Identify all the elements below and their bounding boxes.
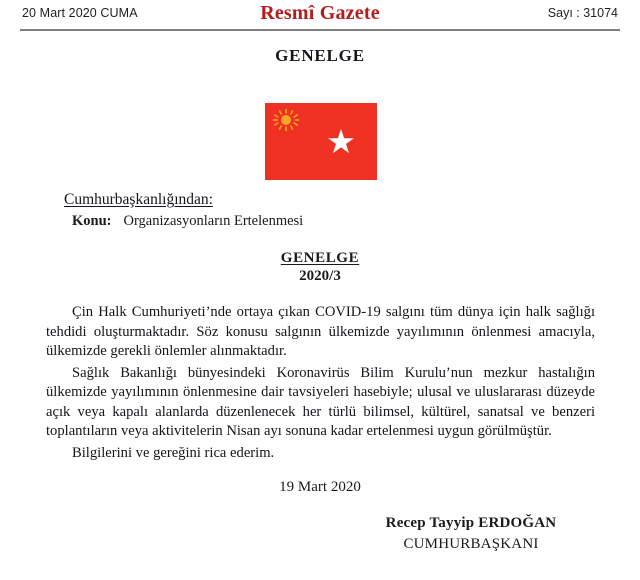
issuing-authority: Cumhurbaşkanlığından:: [64, 191, 213, 208]
subject-row: [72, 213, 303, 230]
circular-title: [0, 250, 640, 267]
masthead-issue-number: Sayı : 31074: [547, 6, 618, 20]
body-paragraph: Çin Halk Cumhuriyeti’nde ortaya çıkan COVID-19 salgını tüm dünya için halk sağlığı tehdidi oluşturmaktadır. Söz konusu salgının ülkemizde yayılımının önlenmesi amacıyla, ülkemizde gerekli önlemler alınmaktadır.: [46, 304, 595, 359]
circular-title-text: GENELGE: [280, 250, 360, 266]
turkish-flag-icon: [265, 103, 377, 180]
document-body: [46, 303, 595, 465]
masthead-title: Resmî Gazete: [260, 2, 380, 24]
subject-value: Organizasyonların Ertelenmesi: [123, 213, 304, 229]
masthead: [0, 0, 640, 30]
masthead-divider: [20, 29, 620, 31]
signatory-title: CUMHURBAŞKANI: [403, 536, 539, 552]
signature-date: 19 Mart 2020: [279, 479, 361, 495]
subject-label: Konu:: [72, 213, 112, 229]
body-paragraph: Bilgilerini ve gereğini rica ederim.: [72, 444, 275, 461]
signatory-name: Recep Tayyip ERDOĞAN: [385, 515, 557, 531]
body-paragraph: Sağlık Bakanlığı bünyesindeki Koronavirüs Bilim Kurulu’nun mezkur hastalığın ülkemizde yayılımının önlenmesine dair tavsiyeleri hasebiyle; ulusal ve uluslararası düzeyde açık veya kapalı alanlarda düzenlenecek her türlü bilimsel, kültürel, sanatsal ve benzeri toplantıların veya aktivitelerin Nisan ayı sonuna kadar ertelenmesi uygun görülmüştür.: [46, 364, 595, 439]
document-heading: GENELGE: [275, 46, 365, 65]
masthead-date: 20 Mart 2020 CUMA: [22, 6, 138, 20]
circular-number: 2020/3: [299, 268, 341, 284]
